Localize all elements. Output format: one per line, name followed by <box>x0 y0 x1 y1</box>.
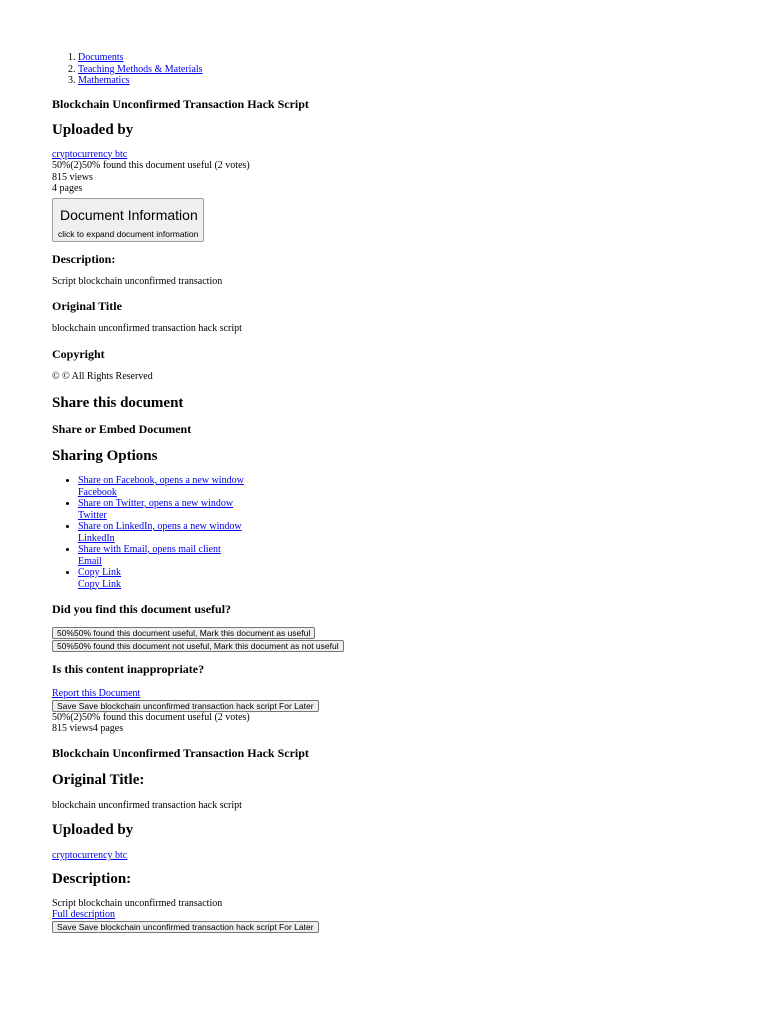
copy-link-item <box>78 567 752 590</box>
share-twitter-link[interactable]: Share on Twitter, opens a new window <box>78 498 234 509</box>
uploaded-by-heading-secondary: Uploaded by <box>52 822 134 838</box>
rating-text-secondary: 50%(2)50% found this document useful (2 votes) <box>52 711 250 723</box>
original-title-heading: Original Title <box>52 299 122 313</box>
save-for-later-button-secondary[interactable]: Save Save blockchain unconfirmed transaction hack script For Later <box>52 921 319 933</box>
share-email-link[interactable]: Share with Email, opens mail client <box>78 544 221 555</box>
breadcrumb-item <box>78 75 752 87</box>
document-information-subtitle: click to expand document information <box>58 228 199 239</box>
full-description-link[interactable]: Full description <box>52 909 116 920</box>
uploaded-by-heading: Uploaded by <box>52 121 134 138</box>
copy-link-link[interactable]: Copy Link <box>78 567 122 578</box>
original-title-text-secondary: blockchain unconfirmed transaction hack script <box>52 799 242 811</box>
original-title-heading-secondary: Original Title: <box>52 771 145 788</box>
copy-link-label[interactable]: Copy Link <box>78 578 122 590</box>
share-twitter-item <box>78 498 752 521</box>
share-linkedin-item <box>78 521 752 544</box>
share-linkedin-link[interactable]: Share on LinkedIn, opens a new window <box>78 521 242 532</box>
breadcrumb-link-documents[interactable]: Documents <box>78 52 124 63</box>
share-heading: Share this document <box>52 395 184 411</box>
inappropriate-heading: Is this content inappropriate? <box>52 662 205 676</box>
breadcrumb <box>52 52 752 87</box>
share-embed-heading: Share or Embed Document <box>52 422 192 436</box>
breadcrumb-item <box>78 52 752 64</box>
description-heading-secondary: Description: <box>52 870 132 887</box>
description-heading: Description: <box>52 251 116 266</box>
page-count: 4 pages <box>52 183 83 194</box>
breadcrumb-link-mathematics[interactable]: Mathematics <box>78 75 130 86</box>
share-linkedin-label[interactable]: LinkedIn <box>78 532 115 544</box>
mark-useful-button[interactable]: 50%50% found this document useful, Mark this document as useful <box>52 627 315 639</box>
description-text-secondary: Script blockchain unconfirmed transaction <box>52 897 223 909</box>
useful-heading: Did you find this document useful? <box>52 602 232 616</box>
original-title-text: blockchain unconfirmed transaction hack script <box>52 323 242 334</box>
uploader-link-secondary[interactable]: cryptocurrency btc <box>52 850 128 861</box>
share-email-label[interactable]: Email <box>78 555 102 567</box>
share-twitter-label[interactable]: Twitter <box>78 509 107 521</box>
share-facebook-label[interactable]: Facebook <box>78 486 117 498</box>
document-information-title: Document Information <box>60 206 198 223</box>
mark-not-useful-button[interactable]: 50%50% found this document not useful, Mark this document as not useful <box>52 640 344 652</box>
description-text: Script blockchain unconfirmed transaction <box>52 275 223 287</box>
share-facebook-link[interactable]: Share on Facebook, opens a new window <box>78 475 244 486</box>
document-information-button[interactable] <box>52 198 204 242</box>
document-page <box>52 0 752 933</box>
share-email-item <box>78 544 752 567</box>
copyright-text: © © All Rights Reserved <box>52 370 153 382</box>
views-count: 815 views <box>52 171 93 183</box>
report-document-link[interactable]: Report this Document <box>52 688 141 699</box>
document-title-secondary: Blockchain Unconfirmed Transaction Hack Script <box>52 745 309 760</box>
save-for-later-button[interactable]: Save Save blockchain unconfirmed transaction hack script For Later <box>52 700 319 712</box>
rating-text: 50%(2)50% found this document useful (2 votes) <box>52 160 250 171</box>
views-pages-text: 815 views4 pages <box>52 723 124 734</box>
breadcrumb-item <box>78 64 752 76</box>
document-title: Blockchain Unconfirmed Transaction Hack Script <box>52 96 309 111</box>
breadcrumb-link-teaching-methods[interactable]: Teaching Methods & Materials <box>78 63 203 75</box>
share-facebook-item <box>78 475 752 498</box>
uploader-link[interactable]: cryptocurrency btc <box>52 148 128 160</box>
sharing-options-list <box>52 475 752 590</box>
copyright-heading: Copyright <box>52 346 105 361</box>
sharing-options-heading: Sharing Options <box>52 448 158 464</box>
